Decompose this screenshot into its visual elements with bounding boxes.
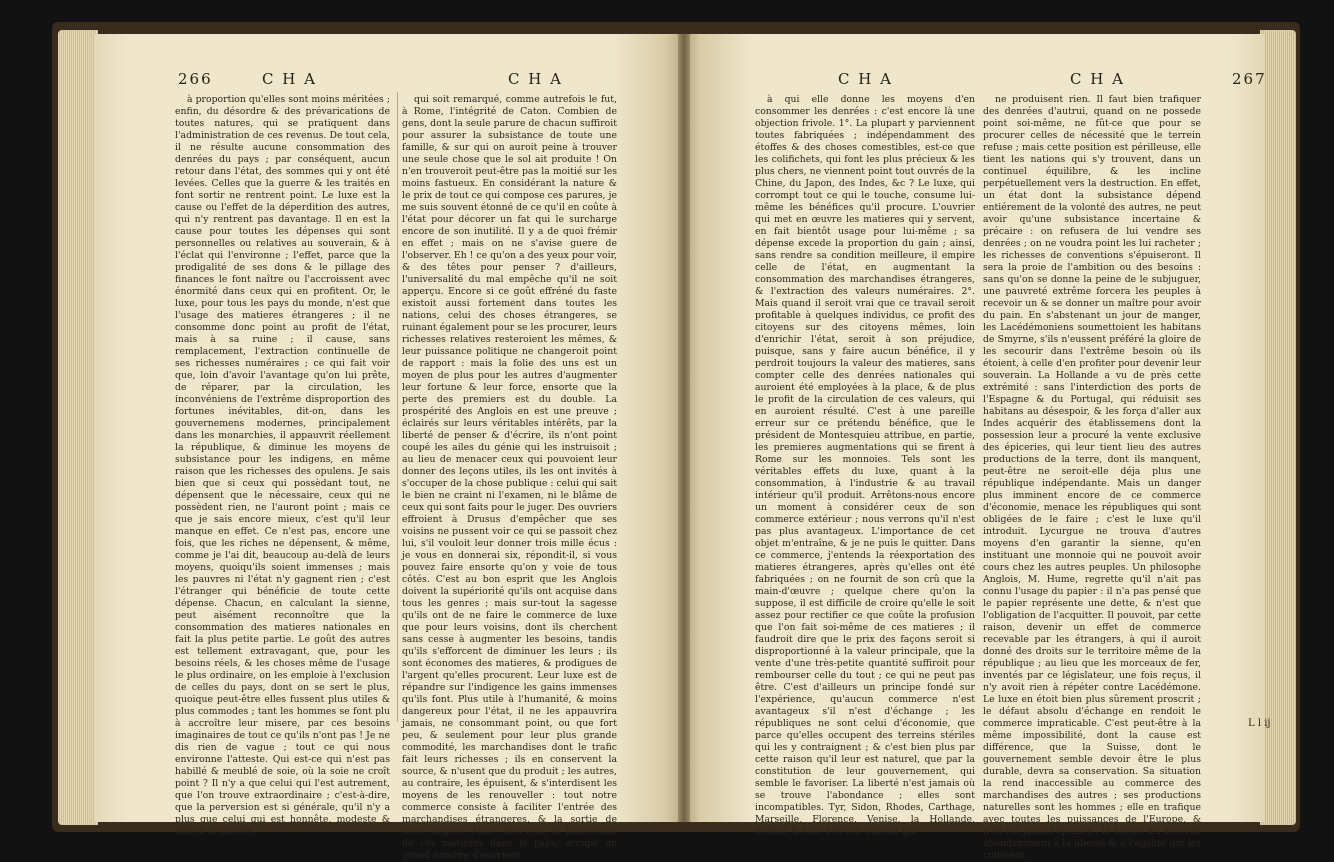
right-column-2-text: ne produisent rien. Il faut bien trafiquer des denrées d'autrui, quand on ne possede point soi-même, ne fût-ce que pour se procurer celles de nécessité que le terrein refuse ; mais cette position est périlleuse, elle tient les nations qui s'y trouvent, dans un continuel équilibre, & les incline perpétuellement vers la destruction. En effet, un état dont la subsistance dépend entiérement de la volonté des autres, ne peut avoir qu'une subsistance incertaine & précaire : on refusera de lui vendre ses denrées ; on ne voudra point les lui racheter ; les richesses de conventions s'épuiseront. Il sera la proie de l'ambition ou des besoins : sans qu'on se donne la peine de le subjuguer, une pauvreté extrême forcera les peuples à recevoir un & se donner un maître pour avoir du pain. En s'abstenant un jour de manger, les Lacédémoniens soumettoient les habitans de Smyrne, s'ils n'eussent préféré la gloire de les secourir dans l'extrême besoin où ils étoient, à celle d'en profiter pour devenir leur souverain. La Hollande a vu de près cette extrémité : sans l'interdiction des ports de l'Espagne & du Portugal, qui réduisit ses habitans au désespoir, & les força d'aller aux Indes acquérir des établissemens dont la possession leur a procuré la vente exclusive des épiceries, qui leur tient lieu des autres productions de la terre, dont ils manquent, peut-être ne seroit-elle déja plus une république indépendante. Mais un danger plus imminent encore de ce commerce d'économie, menace les républiques qui sont obligées de le faire ; c'est le luxe qu'il introduit. Lycurgue ne trouva d'autres moyens d'en garantir la sienne, qu'en instituant une monnoie qui ne pouvoit avoir cours chez les autres peuples. Un philosophe Anglois, M. Hume, regrette qu'il n'ait pas connu l'usage du papier : il n'a pas pensé que le papier représente une dette, & n'est que l'obligation de l'acquitter. Il pouvoit, par cette raison, devenir un effet de commerce recevable par les étrangers, à qui il auroit donné des droits sur le territoire même de la république ; au lieu que les morceaux de fer, inventés par ce législateur, une fois reçus, il n'y avoit rien à répéter contre Lacédémone. Le luxe en étoit bien plus sûrement proscrit ; le défaut absolu d'échange en rendoit le commerce impraticable. C'est peut-être à la même impossibilité, dont la cause est différence, que la Suisse, dont le gouvernement semble devoir être le plus durable, devra sa conservation. Sa situation la rend inaccessible au commerce des marchandises des autres ; ses productions naturelles sont les hommes ; elle en trafique avec toutes les puissances de l'Europe, & n'en est jamais épuisée ; la nature les accorde abondamment à la liberté & à l'égalité qui les cultivent. (983, 94, 1201, 861)
page-edges-left (58, 30, 98, 825)
left-column-1 (175, 94, 390, 837)
right-column-1 (755, 94, 975, 837)
right-column-2 (983, 94, 1201, 861)
page-edges-right (1260, 30, 1296, 825)
left-column-1-text: à proportion qu'elles sont moins méritées ; enfin, du désordre & des prévarications de toutes natures, qui se pratiquent dans l'administration de ces revenus. De tout cela, il ne résulte aucune consommation des denrées du pays ; par conséquent, aucun retour dans l'état, des sommes qui y ont été levées. Celles que la guerre & les traités en font sortir ne rentrent point. Le luxe est la cause ou l'effet de la déperdition des autres, qui n'y rentrent pas davantage. Il en est la cause pour toutes les dépenses qui sont personnelles ou relatives au souverain, & à l'éclat qui l'environne ; l'effet, parce que la prodigalité de ses dons & le pillage des finances le font naître ou l'accroissent avec énormité dans ceux qui en profitent. Or, le luxe, pour tous les pays du monde, n'est que l'usage des matieres étrangeres ; il ne consomme donc point au profit de l'état, mais à sa ruine ; il cause, sans remplacement, l'extraction continuelle de ses richesses numéraires ; ce qui fait voir que, loin d'avoir l'avantage qu'on lui prête, de réparer, par la circulation, les inconvéniens de l'extrême disproportion des fortunes inévitables, dit-on, dans les gouvernemens modernes, principalement dans les monarchies, il appauvrit réellement la république, & diminue les moyens de subsistance pour les indigens, en même raison que les richesses des opulens. Je sais bien que si ceux qui possèdant tout, ne dépensent que le nécessaire, ceux qui ne possèdent rien, ne l'auront point ; mais ce que je sais encore mieux, c'est qu'il leur manque en effet. Ce n'est pas, encore une fois, que les riches ne dépensent, & même, comme je l'ai dit, beaucoup au-delà de leurs moyens, quoiqu'ils soient immenses ; mais les pauvres ni l'état n'y gagnent rien ; c'est l'étranger qui bénéficie de toute cette dépense. Chacun, en calculant la sienne, peut aisément reconnoître que la consommation des matieres nationales en fait la plus petite partie. Le goût des autres est tellement extravagant, que, pour les besoins réels, & les choses même de l'usage le plus ordinaire, on les emploie à l'exclusion de celles du pays, dont on se sert le plus, quoique peut-être elles fussent plus utiles & plus commodes ; tant les hommes se font plu à accroître leur misere, par ces besoins imaginaires de tout ce qu'ils n'ont pas ! Je ne dis rien de vague ; tout ce qui nous environne l'atteste. Qui est-ce qui n'est pas habillé & meublé de soie, où la soie ne croît point ? Il n'y a que celui qui l'est autrement, que l'on trouve extraordinaire ; c'est-à-dire, que la perversion est si générale, qu'il n'y a plus que celui qui est honnête, modeste & utile à la société, (175, 94, 390, 837)
left-page-number: 266 (178, 70, 213, 88)
left-column-2-text: qui soit remarqué, comme autrefois le fut, à Rome, l'intégrité de Caton. Combien de gens, dont la seule parure de chacun suffiroit pour assurer la subsistance de toute une famille, & sur qui on auroit peine à trouver une seule chose que le sol ait produite ! On n'en trouveroit peut-être pas la moitié sur les moins fastueux. En considérant la nature & le prix de tout ce qui compose ces parures, je me suis souvent étonné de ce qu'il en coûte à l'état pour décorer un fat qui le surcharge encore de son inutilité. Il y a de quoi frémir en effet ; mais on ne s'avise guere de l'observer. Eh ! ce qu'on a des yeux pour voir, & des têtes pour penser ? d'ailleurs, l'universalité du mal empêche qu'il ne soit apperçu. Encore si ce goût effréné du faste existoit aussi fortement dans toutes les nations, celui des choses étrangeres, se ruinant également pour se les procurer, leurs richesses relatives resteroient les mêmes, & leur puissance politique ne changeroit point de rapport : mais la folie des uns est un moyen de plus pour les autres d'augmenter leur fortune & leur force, ensorte que la perte des premiers est du double. La prospérité des Anglois en est une preuve ; éclairés sur leurs véritables intérêts, par la liberté de penser & d'écrire, ils n'ont point coupé les ailes du génie qui les instruisoit ; au lieu de menacer ceux qui pouvoient leur donner des leçons utiles, ils les ont invités à s'occuper de la chose publique : celui qui sait le bien ne craint ni l'examen, ni le blâme de ceux qui sont faits pour le juger. Des ouvriers effroient à Drusus d'empêcher que ses voisins ne pussent voir ce qui se passoit chez lui, s'il vouloit leur donner trois mille écus : je vous en donnerai six, répondit-il, si vous pouvez faire ensorte qu'on y voie de tous côtés. C'est au bon esprit que les Anglois doivent la supériorité qu'ils ont acquise dans tous les genres ; mais sur-tout la sagesse qu'ils ont de ne faire le commerce de luxe que pour leurs voisins, dont ils cherchent sans cesse à augmenter les besoins, tandis qu'ils s'efforcent de diminuer les leurs ; ils sont économes des matieres, & prodigues de l'argent qu'elles procurent. Leur luxe est de répandre sur l'indigence les gains immenses qu'ils font. Plus utile à l'humanité, & moins dangereux pour l'état, il ne les appauvrira jamais, ne consommant point, ou que fort peu, & seulement pour leur plus grande commodité, les marchandises dont le trafic fait leurs richesses ; ils en conservent la source, & n'usent que du produit ; les autres, au contraire, les épuisent, & s'interdisent les moyens de les renouveller : tout notre commerce consiste à faciliter l'entrée des marchandises étrangeres, & la sortie de notre argent. Mais, dira-t-on, la fabrication de ces matieres dans le pays, occupe un grand nombre d'ouvriers (402, 94, 617, 861)
left-header-col2: C H A (508, 70, 563, 88)
signature-mark: L l ij (1248, 718, 1271, 729)
right-header-col2: C H A (1070, 70, 1125, 88)
right-header-col1: C H A (838, 70, 893, 88)
left-column-2 (402, 94, 617, 861)
right-column-1-text: à qui elle donne les moyens d'en consommer les denrées : c'est encore là une objection frivole. 1°. La plupart y parviennent toutes fabriquées ; indépendamment des étoffes & des choses comestibles, est-ce que les colifichets, qui font les plus précieux & les plus chers, ne viennent point tout ouvrés de la Chine, du Japon, des Indes, &c ? Le luxe, qui corrompt tout ce qui le touche, consume lui-même les bénéfices qu'il procure. L'ouvrier qui met en œuvre les matieres qui y servent, en fait bientôt usage pour lui-même ; sa dépense excede la proportion du gain ; ainsi, sans rendre sa condition meilleure, il empire celle de l'état, en augmentant la consommation des marchandises étrangeres, & l'extraction des valeurs numéraires. 2°. Mais quand il seroit vrai que ce travail seroit profitable à quelques individus, ce profit des citoyens sur des citoyens mêmes, loin d'enrichir l'état, seroit à son préjudice, puisque, sans y faire aucun bénéfice, il y perdroit toujours la valeur des matieres, sans compter celle des denrées nationales qui auroient été employées à la place, & de plus le profit de la circulation de ces valeurs, qui en auroient résulté. C'est à une pareille erreur sur ce prétendu bénéfice, que le président de Montesquieu attribue, en partie, les premieres augmentations qui se firent à Rome sur les monnoies. Tels sont les véritables effets du luxe, quant à la consommation, à l'industrie & au travail intérieur qu'il produit. Arrêtons-nous encore un moment à considérer ceux de son commerce extérieur ; nous verrons qu'il n'est pas plus avantageux. L'importance de cet objet m'entraîne, & je ne puis le quitter. Dans ce commerce, j'entends la réexportation des matieres étrangeres, après qu'elles ont été fabriquées ; on ne fournit de son crû que la main-d'œuvre ; quelque chere qu'on la suppose, il est difficile de croire qu'elle le soit assez pour rectifier ce que coûte la profusion que l'on fait soi-même de ces matieres ; il faudroit dire que le prix des façons seroit si disproportionné à la valeur principale, que la vente d'une très-petite quantité suffiroit pour rembourser celle du tout ; ce qui ne peut pas être. C'est d'ailleurs un principe fondé sur l'expérience, qu'aucun commerce n'est avantageux s'il n'est d'échange ; les républiques ne sont celui d'économie, que parce qu'elles occupent des terreins stériles qui les y contraignent ; & c'est bien plus par cette raison qu'il leur est naturel, que par la constitution de leur gouvernement, qui semble le favoriser. La liberté n'est jamais où se trouve l'abondance ; elles sont incompatibles. Tyr, Sidon, Rhodes, Carthage, Marseille, Florence, Venise, la Hollande, étoient & sont des sols ingrats qui (755, 94, 975, 837)
right-page-number: 267 (1232, 70, 1267, 88)
column-rule (397, 92, 398, 722)
book-gutter (678, 34, 690, 822)
left-header-col1: C H A (262, 70, 317, 88)
